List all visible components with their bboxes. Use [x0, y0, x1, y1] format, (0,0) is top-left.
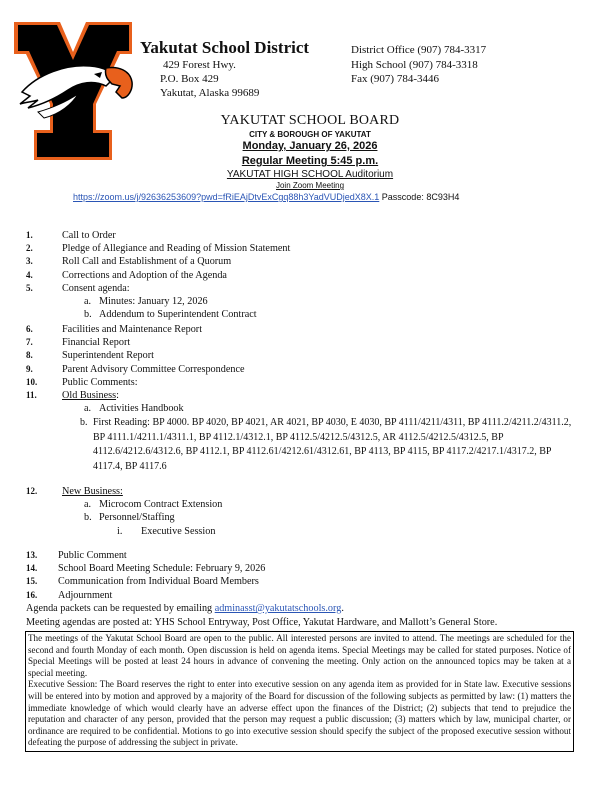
- item-number: 8.: [26, 350, 33, 361]
- fax-number: Fax (907) 784-3446: [351, 73, 439, 85]
- item-text: School Board Meeting Schedule: February 9, 2026: [58, 563, 266, 575]
- address-po-box: P.O. Box 429: [160, 73, 219, 85]
- item-text: Facilities and Maintenance Report: [62, 324, 203, 335]
- agenda-subitem-first-reading: [73, 416, 573, 474]
- zoom-passcode: Passcode: 8C93H4: [381, 192, 460, 202]
- subitem-letter: a.: [84, 403, 92, 415]
- packets-suffix: .: [341, 603, 344, 614]
- item-number: 15.: [26, 576, 38, 587]
- district-office-phone: District Office (907) 784-3317: [351, 44, 487, 56]
- subitem-text: Personnel/Staffing: [99, 512, 175, 524]
- subitem-letter: b.: [84, 309, 92, 321]
- item-number: 5.: [26, 282, 33, 293]
- item-text: Communication from Individual Board Members: [58, 576, 259, 588]
- item-number: 1.: [26, 230, 33, 240]
- item-number: 2.: [26, 243, 33, 254]
- item-text: Corrections and Adoption of the Agenda: [62, 269, 227, 281]
- item-number: 7.: [26, 337, 33, 348]
- item-text: Consent agenda:: [62, 282, 130, 294]
- subitem-text: Addendum to Superintendent Contract: [99, 309, 257, 321]
- item-text: New Business:: [62, 486, 123, 497]
- subitem-text: Activities Handbook: [99, 403, 184, 415]
- subitem-letter: b.: [80, 417, 88, 428]
- subsubitem-numeral: i.: [117, 525, 123, 537]
- subitem-letter: a.: [84, 499, 92, 511]
- zoom-meeting-link[interactable]: https://zoom.us/j/92636253609?pwd=fRiEAjDtvExCgq88h3YadVUDjedX8X.1: [73, 192, 380, 202]
- packets-prefix: Agenda packets can be requested by emailing: [26, 603, 215, 614]
- item-number: 4.: [26, 269, 33, 280]
- subitem-text: Minutes: January 12, 2026: [99, 295, 208, 307]
- packets-email-link[interactable]: adminasst@yakutatschools.org: [214, 603, 342, 614]
- item-text: Public Comment: [58, 550, 127, 561]
- item-number: 3.: [26, 256, 33, 267]
- public-notice-box: [25, 631, 574, 752]
- item-number: 12.: [26, 486, 38, 496]
- posted-locations-note: Meeting agendas are posted at: YHS School Entryway, Post Office, Yakutat Hardware, and Mallott’s General Store.: [26, 617, 498, 628]
- subsubitem-text: Executive Session: [141, 525, 216, 537]
- item-number: 10.: [26, 376, 38, 387]
- notice-open-meetings: The meetings of the Yakutat School Board are open to the public. All interested persons are invited to attend. The meetings are scheduled for the second and fourth Monday of each month. Open discussion is held on agenda items. Special Meetings may be called for stated purposes. Notice of Special Meetings will be posted at least 24 hours in advance of convening the meeting. Only action on the announced topics may be taken at a special meeting.: [28, 633, 571, 678]
- district-name: Yakutat School District: [140, 38, 310, 57]
- meeting-time: Regular Meeting 5:45 p.m.: [241, 155, 379, 167]
- item-number: 13.: [26, 550, 38, 560]
- item-number: 11.: [26, 389, 37, 400]
- meeting-location: YAKUTAT HIGH SCHOOL Auditorium: [226, 169, 394, 180]
- meeting-date: Monday, January 26, 2026: [242, 140, 378, 152]
- item-text: Old Business: [62, 389, 117, 401]
- item-text: Roll Call and Establishment of a Quorum: [62, 256, 232, 268]
- item-suffix: :: [116, 389, 119, 401]
- item-text: Financial Report: [62, 337, 131, 349]
- item-number: 14.: [26, 563, 38, 574]
- item-text: Parent Advisory Committee Correspondence: [62, 363, 245, 375]
- item-text: Superintendent Report: [62, 350, 154, 362]
- item-number: 9.: [26, 363, 33, 374]
- item-number: 6.: [26, 324, 33, 334]
- notice-executive-session: Executive Session: The Board reserves the right to enter into executive session on any agenda item as provided for in State law. Executive sessions will be entered into by motion and approved by a majority of the Board for discussion of the following subjects as permitted by law: (1) matters the immediate knowledge of which would clearly have an adverse effect upon the finances of the District; (2) subjects that tend to prejudice the reputation and character of any person, provided that the person may request a public discussion; (3) matters which by law, municipal charter, or ordinance are required to be confidential. Motions to go into executive session should specify the subject of the proposed executive session without defeating the purpose of addressing the subject in private.: [28, 679, 571, 748]
- item-number: 16.: [26, 589, 38, 600]
- subitem-letter: a.: [84, 295, 92, 307]
- address-street: 429 Forest Hwy.: [163, 59, 236, 71]
- board-subtitle: CITY & BOROUGH OF YAKUTAT: [249, 130, 371, 139]
- join-zoom-label: Join Zoom Meeting: [275, 181, 345, 190]
- high-school-phone: High School (907) 784-3318: [351, 59, 478, 71]
- item-text: Public Comments:: [62, 376, 138, 388]
- address-city: Yakutat, Alaska 99689: [160, 87, 260, 99]
- subitem-text: Microcom Contract Extension: [99, 499, 223, 511]
- item-text: Adjournment: [58, 589, 113, 601]
- item-text: Call to Order: [62, 230, 116, 241]
- agenda-packets-note: [26, 603, 344, 614]
- subitem-letter: b.: [84, 512, 92, 524]
- subitem-text: First Reading: BP 4000. BP 4020, BP 4021, AR 4021, BP 4030, E 4030, BP 4111/4211/4311, BP 4111.2/4211.2/4311.2, BP 4111.1/4211.1/4311.1, BP 4112.1/4312.1, BP 4112.5/4212.5/4312.5, AR 4112.5/4212.5/4312.5, BP 4112.6/4212.6/4312.6, BP 4112.1, BP 4112.61/4212.61/4312.61, BP 4113, BP 4115, BP 4117.2/4217.1/4317.2, BP 4117.4, BP 4117.6: [93, 417, 572, 472]
- item-text: Pledge of Allegiance and Reading of Mission Statement: [62, 243, 291, 255]
- zoom-line: [73, 192, 459, 202]
- board-title: YAKUTAT SCHOOL BOARD: [220, 113, 400, 128]
